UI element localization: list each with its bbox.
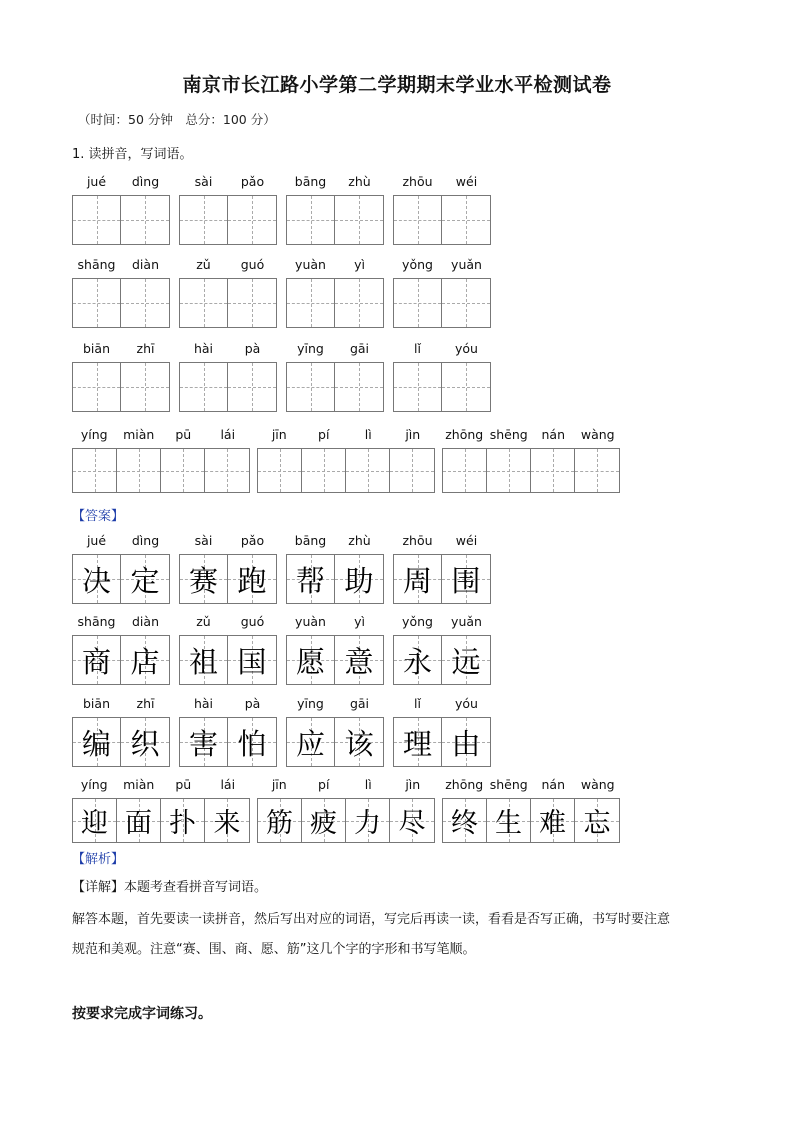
pinyin-label: yì [354, 257, 365, 272]
answer-char: 赛 [189, 563, 219, 598]
pinyin-label: biān [83, 696, 110, 711]
answer-char: 面 [125, 808, 152, 839]
word-group [286, 614, 384, 687]
write-cell[interactable] [180, 196, 228, 244]
answer-char: 定 [130, 563, 160, 598]
answer-char-cell [228, 636, 276, 684]
answer-char-cell [531, 799, 575, 842]
answer-char: 尽 [398, 808, 426, 839]
answer-char: 远 [451, 644, 481, 679]
pinyin-label: bāng [294, 174, 327, 189]
answer-char-cell [180, 555, 228, 603]
write-cell[interactable] [73, 363, 121, 411]
answer-char: 永 [403, 644, 433, 679]
write-cell[interactable] [287, 279, 335, 327]
tianzige-box [442, 798, 620, 843]
write-cell[interactable] [121, 196, 169, 244]
pinyin-label: yǒng [402, 257, 433, 272]
write-cell[interactable] [335, 363, 383, 411]
pinyin-label: jìn [405, 427, 421, 442]
pinyin-label: zǔ [196, 257, 211, 272]
word-group [393, 174, 491, 247]
tianzige-box[interactable] [72, 362, 170, 412]
answer-char: 店 [130, 644, 160, 679]
word-group [179, 533, 277, 606]
tianzige-box[interactable] [179, 362, 277, 412]
write-cell[interactable] [117, 449, 161, 492]
answer-char-cell [180, 718, 228, 766]
word-group [393, 533, 491, 606]
pinyin-label: yì [354, 614, 365, 629]
pinyin-label: zǔ [196, 614, 211, 629]
write-cell[interactable] [258, 449, 302, 492]
answer-char-cell [180, 636, 228, 684]
tianzige-box [286, 717, 384, 767]
page-title: 南京市长江路小学第二学期期末学业水平检测试卷 [182, 74, 612, 96]
write-cell[interactable] [394, 279, 442, 327]
write-cell[interactable] [73, 449, 117, 492]
pinyin-label: yíng [80, 427, 108, 442]
answer-char-cell [287, 636, 335, 684]
answer-char: 疲 [310, 808, 337, 839]
tianzige-box [393, 717, 491, 767]
write-cell[interactable] [394, 196, 442, 244]
pinyin-label: sài [194, 174, 213, 189]
answer-char: 终 [451, 808, 478, 839]
answer-char-cell [117, 799, 161, 842]
tianzige-box [393, 635, 491, 685]
answer-char: 意 [344, 644, 374, 679]
pinyin-label: lǐ [414, 696, 421, 711]
exam-info: （时间：50 分钟 总分：100 分） [78, 112, 276, 127]
pinyin-label: pà [244, 696, 261, 711]
pinyin-label: jìn [405, 777, 421, 792]
tianzige-box[interactable] [286, 195, 384, 245]
tianzige-box[interactable] [179, 195, 277, 245]
pinyin-label: pǎo [240, 174, 265, 189]
word-group [286, 257, 384, 330]
answer-char-cell [287, 718, 335, 766]
answer-char: 围 [451, 563, 481, 598]
detail-text: 本题考查看拼音写词语。 [124, 880, 268, 895]
pinyin-label: zhōu [402, 533, 433, 548]
answer-char-cell [73, 636, 121, 684]
write-cell[interactable] [205, 449, 249, 492]
write-cell[interactable] [335, 196, 383, 244]
word-group [442, 427, 620, 495]
tianzige-box [72, 635, 170, 685]
write-cell[interactable] [443, 449, 487, 492]
answer-char-cell [73, 718, 121, 766]
answer-char-cell [335, 636, 383, 684]
answer-char-cell [228, 718, 276, 766]
answer-label: 【答案】 [72, 509, 125, 524]
pinyin-label: shēng [489, 777, 528, 792]
answer-char: 跑 [237, 563, 267, 598]
word-group [72, 427, 250, 495]
tianzige-box [257, 798, 435, 843]
pinyin-label: yīng [297, 341, 324, 356]
pinyin-label: nán [541, 777, 565, 792]
write-cell[interactable] [394, 363, 442, 411]
answer-char: 愿 [296, 644, 326, 679]
answer-char: 祖 [189, 644, 219, 679]
pinyin-label: pí [318, 777, 330, 792]
pinyin-label: pǎo [240, 533, 265, 548]
write-cell[interactable] [228, 363, 276, 411]
tianzige-box[interactable] [442, 448, 620, 493]
tianzige-box[interactable] [179, 278, 277, 328]
pinyin-label: wéi [455, 533, 478, 548]
write-cell[interactable] [390, 449, 434, 492]
pinyin-label: pū [175, 427, 192, 442]
pinyin-label: zhōu [402, 174, 433, 189]
pinyin-label: zhù [348, 174, 371, 189]
pinyin-label: sài [194, 533, 213, 548]
word-group [179, 614, 277, 687]
answer-char: 该 [344, 726, 374, 761]
word-group [72, 777, 250, 845]
pinyin-label: shāng [77, 257, 116, 272]
tianzige-box [286, 554, 384, 604]
pinyin-label: dìng [131, 533, 160, 548]
pinyin-label: lǐ [414, 341, 421, 356]
pinyin-label: lái [220, 427, 236, 442]
pinyin-label: guó [240, 614, 265, 629]
answer-char: 害 [189, 726, 219, 761]
answer-char: 生 [495, 808, 522, 839]
write-cell[interactable] [73, 279, 121, 327]
word-group [286, 341, 384, 414]
pinyin-label: zhī [136, 341, 155, 356]
answer-char: 商 [82, 644, 112, 679]
word-group [393, 341, 491, 414]
answer-char: 由 [451, 726, 481, 761]
answer-char: 筋 [266, 808, 293, 839]
tianzige-box[interactable] [393, 362, 491, 412]
pinyin-label: wéi [455, 174, 478, 189]
answer-char-cell [335, 555, 383, 603]
answer-char-cell [394, 555, 442, 603]
pinyin-label: pà [244, 341, 261, 356]
answer-char: 周 [403, 563, 433, 598]
word-group [72, 533, 170, 606]
write-cell[interactable] [442, 196, 490, 244]
answer-char-cell [487, 799, 531, 842]
answer-char-cell [442, 555, 490, 603]
word-group [179, 174, 277, 247]
word-group [72, 257, 170, 330]
answer-char: 迎 [81, 808, 108, 839]
pinyin-label: gāi [349, 341, 370, 356]
write-cell[interactable] [228, 279, 276, 327]
pinyin-label: yuàn [295, 614, 326, 629]
answer-char: 应 [296, 726, 326, 761]
next-section-heading: 按要求完成字词练习。 [72, 1006, 212, 1022]
tianzige-box[interactable] [72, 448, 250, 493]
answer-char: 织 [130, 726, 160, 761]
pinyin-label: zhù [348, 533, 371, 548]
answer-char: 编 [82, 726, 112, 761]
answer-char: 忘 [583, 808, 611, 839]
explain-line-1: 解答本题，首先要读一读拼音，然后写出对应的词语，写完后再读一读，看看是否写正确，书写时要注意 [72, 912, 671, 927]
write-cell[interactable] [287, 363, 335, 411]
pinyin-label: jué [86, 174, 107, 189]
answer-char: 决 [82, 563, 112, 598]
write-cell[interactable] [161, 449, 205, 492]
answer-char-cell [302, 799, 346, 842]
tianzige-box[interactable] [286, 278, 384, 328]
detail-line [72, 878, 267, 898]
word-group [393, 696, 491, 769]
write-cell[interactable] [121, 279, 169, 327]
pinyin-label: wàng [580, 427, 615, 442]
answer-char-cell [443, 799, 487, 842]
pinyin-label: bāng [294, 533, 327, 548]
answer-char-cell [394, 636, 442, 684]
word-group [179, 341, 277, 414]
tianzige-box[interactable] [393, 195, 491, 245]
write-cell[interactable] [73, 196, 121, 244]
word-group [442, 777, 620, 845]
pinyin-label: miàn [123, 427, 155, 442]
pinyin-label: yǒng [402, 614, 433, 629]
tianzige-box [72, 554, 170, 604]
write-cell[interactable] [442, 363, 490, 411]
tianzige-box [393, 554, 491, 604]
answer-char-cell [335, 718, 383, 766]
tianzige-box [179, 635, 277, 685]
pinyin-label: yīng [297, 696, 324, 711]
tianzige-box [72, 798, 250, 843]
word-group [72, 614, 170, 687]
tianzige-box[interactable] [72, 278, 170, 328]
answer-char-cell [258, 799, 302, 842]
word-group [257, 427, 435, 495]
word-group [393, 257, 491, 330]
pinyin-label: diàn [132, 614, 159, 629]
pinyin-label: hài [193, 341, 214, 356]
pinyin-label: pí [318, 427, 330, 442]
answer-char-cell [287, 555, 335, 603]
write-cell[interactable] [531, 449, 575, 492]
pinyin-label: lái [220, 777, 236, 792]
tianzige-box[interactable] [393, 278, 491, 328]
word-group [393, 614, 491, 687]
word-group [179, 257, 277, 330]
tianzige-box [72, 717, 170, 767]
answer-char: 助 [344, 563, 374, 598]
tianzige-box [179, 717, 277, 767]
detail-label: 【详解】 [72, 880, 125, 895]
write-cell[interactable] [287, 196, 335, 244]
answer-char: 帮 [296, 563, 326, 598]
answer-char: 扑 [169, 808, 196, 839]
explain-line-2: 规范和美观。注意“赛、围、商、愿、筋”这几个字的字形和书写笔顺。 [72, 942, 476, 957]
word-group [286, 533, 384, 606]
write-cell[interactable] [180, 363, 228, 411]
pinyin-label: diàn [132, 257, 159, 272]
write-cell[interactable] [335, 279, 383, 327]
pinyin-label: lì [364, 777, 372, 792]
write-cell[interactable] [487, 449, 531, 492]
pinyin-label: yóu [455, 696, 478, 711]
pinyin-label: pū [175, 777, 192, 792]
answer-char: 怕 [237, 726, 267, 761]
tianzige-box[interactable] [257, 448, 435, 493]
answer-char: 来 [213, 808, 241, 839]
answer-char-cell [73, 799, 117, 842]
word-group [179, 696, 277, 769]
pinyin-label: zhōng [445, 427, 484, 442]
write-cell[interactable] [575, 449, 619, 492]
answer-char: 难 [539, 808, 566, 839]
word-group [72, 174, 170, 247]
word-group [286, 696, 384, 769]
answer-char-cell [442, 636, 490, 684]
answer-char-cell [390, 799, 434, 842]
tianzige-box [286, 635, 384, 685]
word-group [257, 777, 435, 845]
write-cell[interactable] [346, 449, 390, 492]
pinyin-label: yuàn [295, 257, 326, 272]
write-cell[interactable] [121, 363, 169, 411]
pinyin-label: zhōng [445, 777, 484, 792]
pinyin-label: guó [240, 257, 265, 272]
answer-char: 理 [403, 726, 433, 761]
answer-char-cell [205, 799, 249, 842]
answer-char-cell [346, 799, 390, 842]
tianzige-box [179, 554, 277, 604]
word-group [72, 341, 170, 414]
write-cell[interactable] [228, 196, 276, 244]
write-cell[interactable] [302, 449, 346, 492]
write-cell[interactable] [442, 279, 490, 327]
pinyin-label: jīn [271, 777, 287, 792]
answer-char: 国 [237, 644, 267, 679]
answer-char-cell [73, 555, 121, 603]
pinyin-label: nán [541, 427, 565, 442]
answer-char-cell [121, 718, 169, 766]
pinyin-label: wàng [580, 777, 615, 792]
pinyin-label: miàn [123, 777, 155, 792]
answer-char-cell [161, 799, 205, 842]
tianzige-box[interactable] [72, 195, 170, 245]
answer-char-cell [442, 718, 490, 766]
pinyin-label: shāng [77, 614, 116, 629]
pinyin-label: yíng [80, 777, 108, 792]
pinyin-label: yóu [455, 341, 478, 356]
answer-char-cell [228, 555, 276, 603]
pinyin-label: jīn [271, 427, 287, 442]
pinyin-label: gāi [349, 696, 370, 711]
word-group [286, 174, 384, 247]
pinyin-label: yuǎn [451, 257, 482, 272]
answer-char-cell [121, 555, 169, 603]
word-group [72, 696, 170, 769]
pinyin-label: jué [86, 533, 107, 548]
analysis-label: 【解析】 [72, 852, 125, 867]
pinyin-label: hài [193, 696, 214, 711]
pinyin-label: biān [83, 341, 110, 356]
write-cell[interactable] [180, 279, 228, 327]
pinyin-label: yuǎn [451, 614, 482, 629]
pinyin-label: dìng [131, 174, 160, 189]
pinyin-label: lì [364, 427, 372, 442]
pinyin-label: zhī [136, 696, 155, 711]
answer-char-cell [121, 636, 169, 684]
pinyin-label: shēng [489, 427, 528, 442]
answer-char: 力 [354, 808, 381, 839]
answer-char-cell [575, 799, 619, 842]
tianzige-box[interactable] [286, 362, 384, 412]
question-1-prompt: 1. 读拼音，写词语。 [72, 147, 193, 162]
answer-char-cell [394, 718, 442, 766]
